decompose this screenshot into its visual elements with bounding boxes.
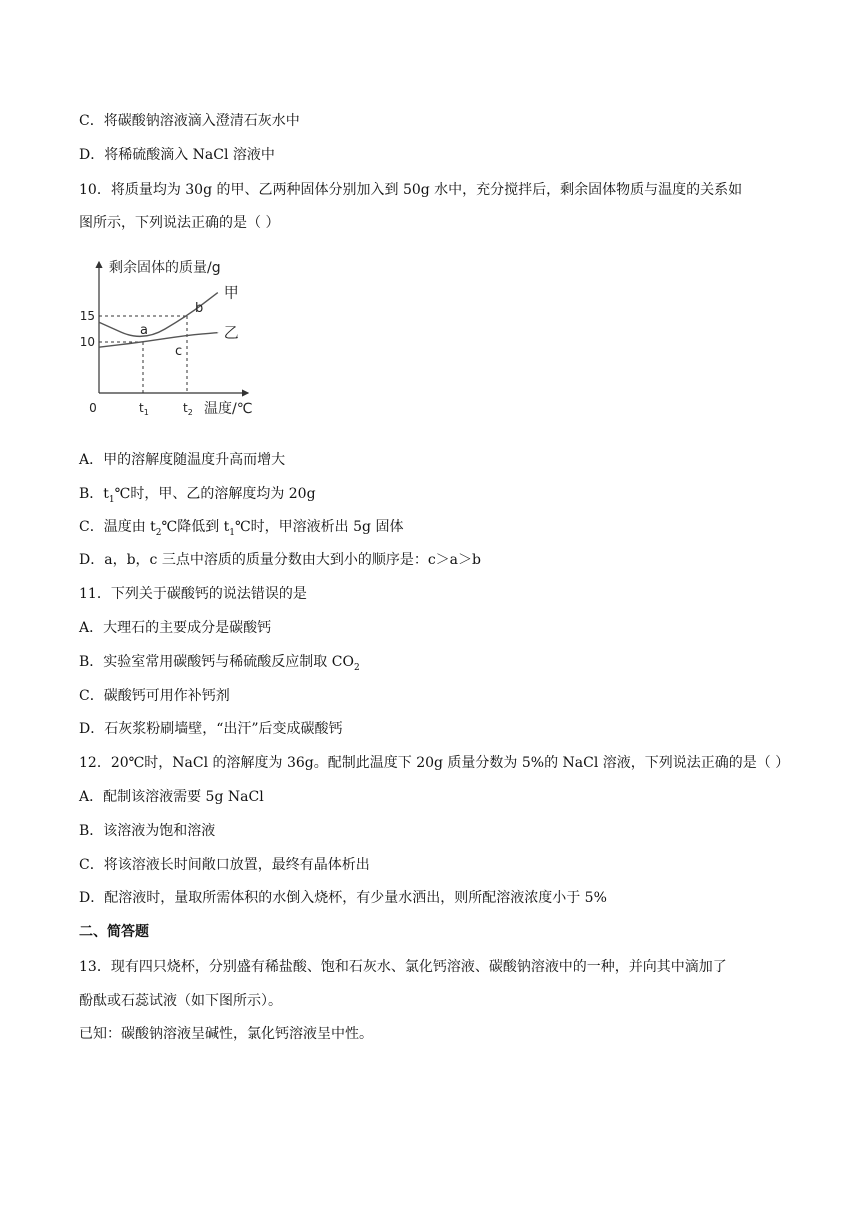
y-tick-label-15: 15 bbox=[79, 309, 95, 323]
q10-option-d: D．a，b，c 三点中溶质的质量分数由大到小的顺序是：c＞a＞b bbox=[79, 552, 481, 568]
q12-option-a: A．配制该溶液需要 5g NaCl bbox=[79, 789, 264, 805]
q10-option-b bbox=[79, 484, 316, 504]
q10-option-b-sub: 1 bbox=[108, 494, 115, 505]
x-tick-sub-1: 1 bbox=[143, 408, 149, 417]
q11-option-b-sub: 2 bbox=[353, 662, 360, 673]
q12-option-d: D．配溶液时，量取所需体积的水倒入烧杯，有少量水洒出，则所配溶液浓度小于 5% bbox=[79, 890, 607, 906]
q11-stem: 11．下列关于碳酸钙的说法错误的是 bbox=[79, 586, 307, 602]
series-label-jia: 甲 bbox=[223, 283, 239, 302]
q10-option-b-pre: B．t bbox=[79, 486, 109, 502]
q10-option-b-post: ℃时，甲、乙的溶解度均为 20g bbox=[114, 486, 316, 502]
q12-stem: 12．20℃时，NaCl 的溶解度为 36g。配制此温度下 20g 质量分数为 5%的 NaCl 溶液，下列说法正确的是（ ） bbox=[79, 755, 790, 771]
q11-option-b bbox=[79, 652, 360, 672]
q10-stem-line1: 10．将质量均为 30g 的甲、乙两种固体分别加入到 50g 水中，充分搅拌后，剩余固体物质与温度的关系如 bbox=[79, 182, 743, 198]
solubility-graph bbox=[76, 256, 276, 421]
q13-stem-line2: 酚酞或石蕊试液（如下图所示）。 bbox=[79, 993, 282, 1009]
q9-option-d: D．将稀硫酸滴入 NaCl 溶液中 bbox=[79, 147, 275, 163]
q11-option-a: A．大理石的主要成分是碳酸钙 bbox=[79, 620, 272, 636]
q10-option-c-p2: ℃降低到 t bbox=[161, 519, 230, 535]
q10-option-a: A．甲的溶解度随温度升高而增大 bbox=[79, 452, 286, 468]
q10-option-c-s1: 2 bbox=[155, 527, 162, 538]
section-title-short-answer: 二、简答题 bbox=[79, 924, 149, 940]
q10-stem-line2: 图所示，下列说法正确的是（ ） bbox=[79, 215, 280, 231]
q12-option-b: B．该溶液为饱和溶液 bbox=[79, 823, 216, 839]
x-tick-label-2: $t_2$ bbox=[183, 401, 193, 417]
q10-option-c-p1: C．温度由 t bbox=[79, 519, 156, 535]
y-axis-label: 剩余固体的质量/g bbox=[109, 260, 221, 276]
q11-option-d: D．石灰浆粉刷墙壁，“出汗”后变成碳酸钙 bbox=[79, 721, 343, 737]
origin-label: 0 bbox=[89, 401, 97, 415]
q11-option-c: C．碳酸钙可用作补钙剂 bbox=[79, 688, 230, 704]
q10-option-c-p3: ℃时，甲溶液析出 5g 固体 bbox=[235, 519, 404, 535]
point-label-c: c bbox=[175, 344, 183, 360]
q13-known: 已知：碳酸钠溶液呈碱性，氯化钙溶液呈中性。 bbox=[79, 1026, 373, 1042]
q10-option-c-s2: 1 bbox=[229, 527, 236, 538]
curve-yi bbox=[99, 333, 218, 348]
series-label-yi: 乙 bbox=[223, 323, 239, 342]
q9-option-c: C．将碳酸钠溶液滴入澄清石灰水中 bbox=[79, 113, 300, 129]
point-label-b: b bbox=[195, 301, 204, 316]
x-tick-sub-2: 2 bbox=[187, 408, 193, 417]
q13-stem-line1: 13．现有四只烧杯，分别盛有稀盐酸、饱和石灰水、氯化钙溶液、碳酸钠溶液中的一种，并向其中滴加了 bbox=[79, 959, 727, 975]
q10-option-c bbox=[79, 517, 403, 537]
y-tick-label-10: 10 bbox=[79, 335, 95, 349]
x-tick-label-1: $t_1$ bbox=[139, 401, 149, 417]
q11-option-b-pre: B．实验室常用碳酸钙与稀硫酸反应制取 CO bbox=[79, 654, 354, 670]
q12-option-c: C．将该溶液长时间敞口放置，最终有晶体析出 bbox=[79, 857, 370, 873]
point-label-a: a bbox=[140, 323, 148, 338]
x-axis-label: 温度/℃ bbox=[204, 401, 253, 417]
